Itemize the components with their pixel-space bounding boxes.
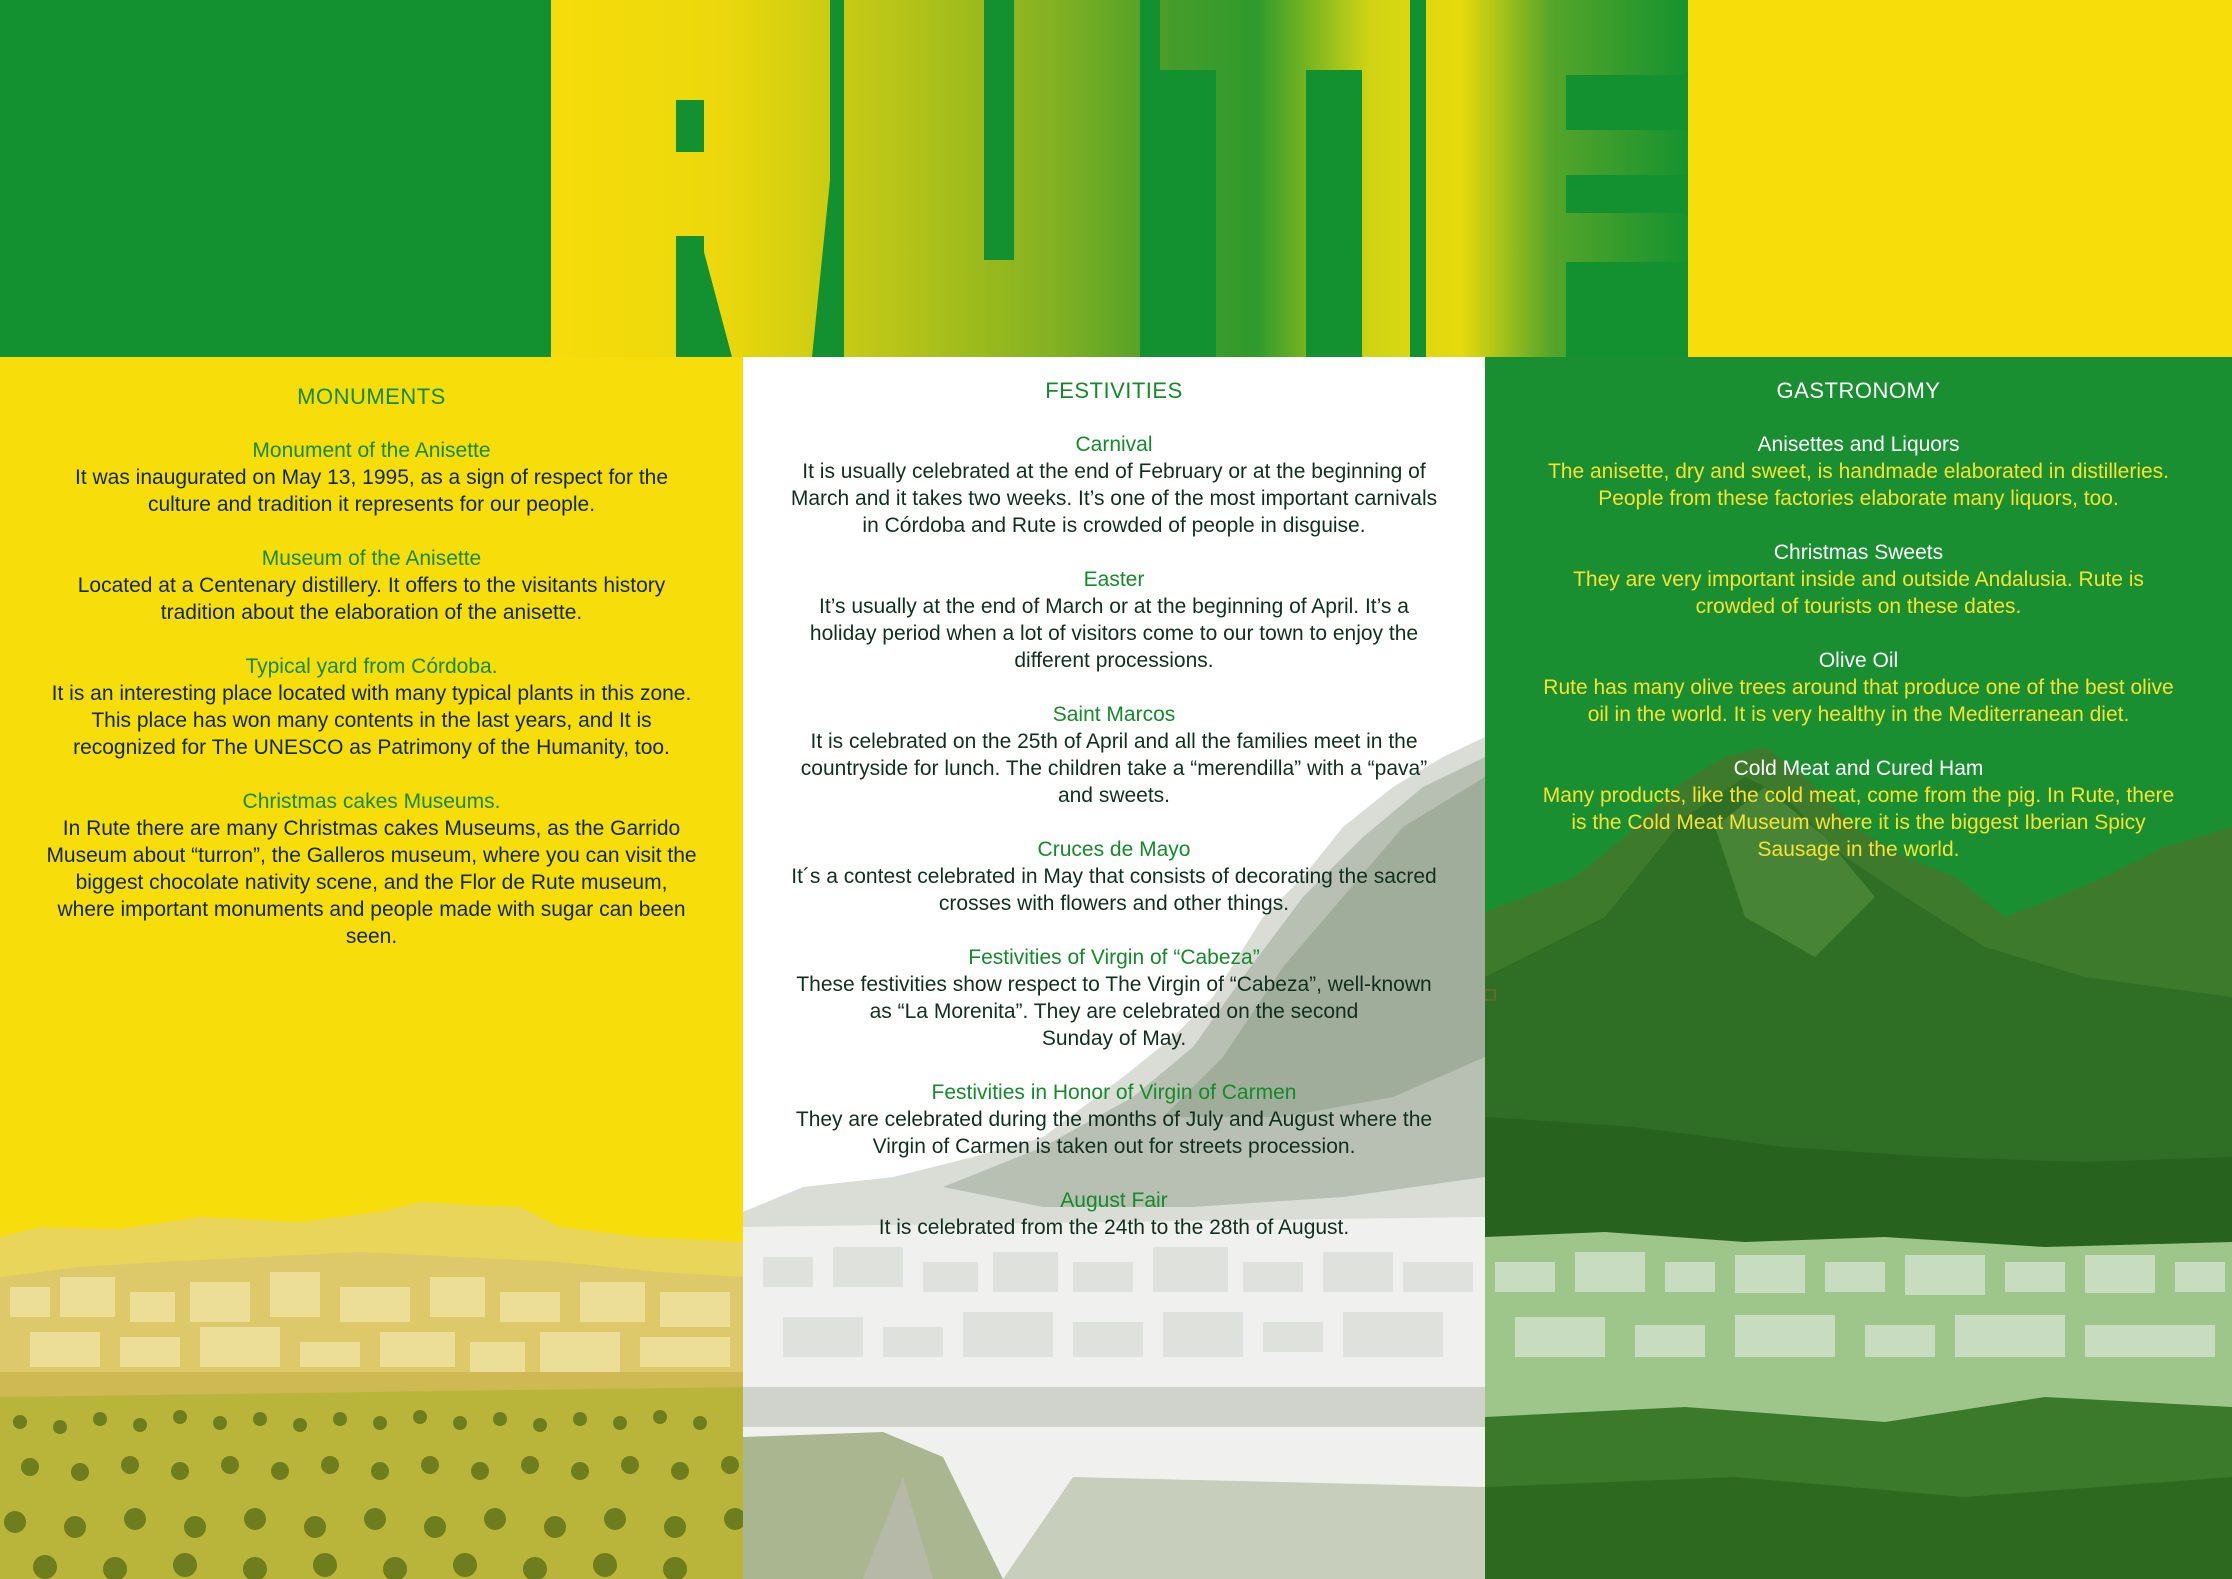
gastronomy-item-line: oil in the world. It is very healthy in the Mediterranean diet. [1587, 703, 2130, 726]
gastronomy-item-line: is the Cold Meat Museum where it is the biggest Iberian Spicy [1571, 811, 2146, 834]
monument-item-title: Christmas cakes Museums. [242, 790, 501, 813]
gastronomy-item-line: People from these factories elaborate many liquors, too. [1598, 487, 2119, 510]
gastronomy-item-title: Olive Oil [1818, 649, 1899, 672]
gastronomy-item-title: Cold Meat and Cured Ham [1733, 757, 1984, 780]
festivity-item-line: It’s usually at the end of March or at the beginning of April. It’s a [819, 595, 1409, 618]
monument-item-line: It was inaugurated on May 13, 1995, as a sign of respect for the [74, 466, 669, 489]
monument-item-line: culture and tradition it represents for our people. [147, 493, 596, 516]
gastronomy-item [1485, 755, 2232, 863]
monument-item [0, 788, 743, 950]
festivity-item [743, 566, 1485, 674]
festivities-text [743, 377, 1485, 1241]
monument-item-line: Museum about “turron”, the Galleros museum, where you can visit the [46, 844, 697, 867]
festivity-item-line: as “La Morenita”. They are celebrated on the second [869, 1000, 1359, 1023]
gastronomy-item-line: They are very important inside and outside Andalusia. Rute is [1573, 568, 2144, 591]
festivity-item-line: Sunday of May. [1041, 1027, 1187, 1050]
title-wordmark [0, 0, 2232, 357]
gastronomy-item [1485, 431, 2232, 512]
festivity-item [743, 431, 1485, 539]
monument-item-line: where important monuments and people made with sugar can been [57, 898, 686, 921]
gastronomy-item-line: The anisette, dry and sweet, is handmade elaborated in distilleries. [1547, 460, 2170, 483]
gastronomy-item-line: Sausage in the world. [1757, 838, 1960, 861]
festivity-item-title: Carnival [1075, 433, 1153, 456]
monument-item-line: In Rute there are many Christmas cakes Museums, as the Garrido [62, 817, 681, 840]
festivity-item [743, 701, 1485, 809]
festivities-heading: FESTIVITIES [1045, 378, 1183, 403]
monument-item-title: Museum of the Anisette [261, 547, 482, 570]
monuments-heading: MONUMENTS [297, 384, 446, 409]
festivity-item [743, 1187, 1485, 1241]
gastronomy-column [1485, 357, 2232, 1579]
festivity-item-line: and sweets. [1057, 784, 1171, 807]
gastronomy-text [1485, 377, 2232, 863]
festivity-item-line: They are celebrated during the months of July and August where the [795, 1108, 1433, 1131]
monument-item-line: Located at a Centenary distillery. It offers to the visitants history [77, 574, 666, 597]
gastronomy-heading: GASTRONOMY [1776, 378, 1941, 403]
festivity-item-title: Festivities in Honor of Virgin of Carmen [931, 1081, 1297, 1104]
monument-item-line: It is an interesting place located with many typical plants in this zone. [51, 682, 692, 705]
monument-item [0, 653, 743, 761]
monument-item-line: tradition about the elaboration of the anisette. [160, 601, 583, 624]
festivity-item-line: crosses with flowers and other things. [938, 892, 1290, 915]
gastronomy-item [1485, 647, 2232, 728]
festivity-item-title: Saint Marcos [1052, 703, 1176, 726]
festivity-item-line: March and it takes two weeks. It’s one of the most important carnivals [790, 487, 1438, 510]
monuments-column [0, 357, 743, 1579]
festivity-item-title: Cruces de Mayo [1037, 838, 1191, 861]
festivity-item-line: It is usually celebrated at the end of February or at the beginning of [802, 460, 1426, 483]
festivity-item-title: Festivities of Virgin of “Cabeza” [968, 946, 1260, 969]
monument-item-line: seen. [345, 925, 398, 948]
monument-item-line: This place has won many contents in the last years, and It is [91, 709, 652, 732]
festivity-item-line: These festivities show respect to The Virgin of “Cabeza”, well-known [796, 973, 1432, 996]
festivity-item-title: Easter [1083, 568, 1145, 591]
festivity-item-line: It is celebrated on the 25th of April and all the families meet in the [810, 730, 1418, 753]
gastronomy-item-line: Rute has many olive trees around that produce one of the best olive [1543, 676, 2174, 699]
monument-item [0, 437, 743, 518]
gastronomy-item-line: crowded of tourists on these dates. [1695, 595, 2022, 618]
festivities-column [743, 357, 1485, 1579]
festivity-item-line: holiday period when a lot of visitors come to our town to enjoy the [809, 622, 1419, 645]
gastronomy-item-title: Anisettes and Liquors [1757, 433, 1960, 456]
festivity-item [743, 1079, 1485, 1160]
festivity-item-line: different processions. [1014, 649, 1214, 672]
festivity-item-line: It´s a contest celebrated in May that consists of decorating the sacred [791, 865, 1437, 888]
festivity-item-line: It is celebrated from the 24th to the 28th of August. [878, 1216, 1350, 1239]
festivity-item-line: in Córdoba and Rute is crowded of people in disguise. [862, 514, 1366, 537]
title-banner [0, 0, 2232, 357]
festivity-item [743, 944, 1485, 1052]
festivity-item [743, 836, 1485, 917]
monument-item-title: Monument of the Anisette [252, 439, 491, 462]
festivity-item-line: Virgin of Carmen is taken out for streets procession. [872, 1135, 1356, 1158]
gastronomy-item [1485, 539, 2232, 620]
monument-item-line: biggest chocolate nativity scene, and the Flor de Rute museum, [75, 871, 668, 894]
gastronomy-item-line: Many products, like the cold meat, come from the pig. In Rute, there [1542, 784, 2175, 807]
monument-item-line: recognized for The UNESCO as Patrimony of the Humanity, too. [73, 736, 670, 759]
festivity-item-title: August Fair [1060, 1189, 1168, 1212]
monuments-text [0, 383, 743, 950]
festivity-item-line: countryside for lunch. The children take a “merendilla” with a “pava” [800, 757, 1428, 780]
monument-item [0, 545, 743, 626]
gastronomy-item-title: Christmas Sweets [1773, 541, 1944, 564]
monument-item-title: Typical yard from Córdoba. [245, 655, 498, 678]
